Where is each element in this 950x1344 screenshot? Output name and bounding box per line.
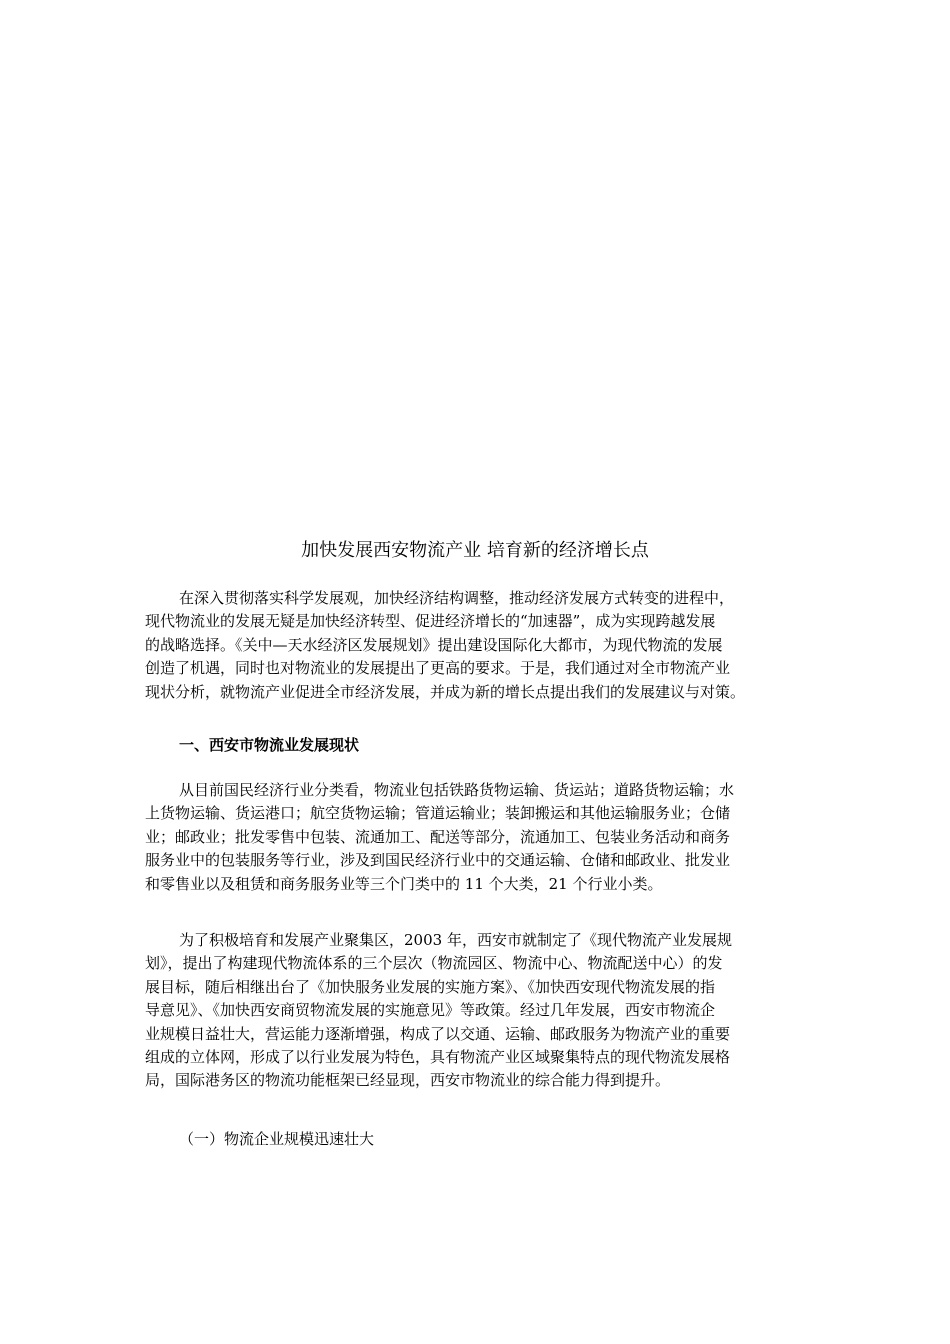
paragraph-line: 业规模日益壮大，营运能力逐渐增强，构成了以交通、运输、邮政服务为物流产业的重要 [145, 1024, 731, 1043]
document-title: 加快发展西安物流产业 培育新的经济增长点 [301, 540, 649, 561]
paragraph-line: 和零售业以及租赁和商务服务业等三个门类中的 11 个大类，21 个行业小类。 [145, 874, 663, 893]
paragraph-line: 展目标，随后相继出台了《加快服务业发展的实施方案》、《加快西安现代物流发展的指 [145, 977, 716, 996]
paragraph-line: 服务业中的包装服务等行业，涉及到国民经济行业中的交通运输、仓储和邮政业、批发业 [145, 851, 731, 870]
section-heading-1: 一、西安市物流业发展现状 [179, 736, 360, 754]
paragraph-line: 组成的立体网，形成了以行业发展为特色，具有物流产业区域聚集特点的现代物流发展格 [145, 1048, 731, 1067]
paragraph-line: 业；邮政业；批发零售中包装、流通加工、配送等部分，流通加工、包装业务活动和商务 [145, 827, 731, 846]
intro-line: 的战略选择。《关中—天水经济区发展规划》提出建设国际化大都市，为现代物流的发展 [145, 635, 723, 654]
paragraph-line: 划》，提出了构建现代物流体系的三个层次（物流园区、物流中心、物流配送中心）的发 [145, 954, 723, 973]
paragraph-line: 上货物运输、货运港口；航空货物运输；管道运输业；装卸搬运和其他运输服务业；仓储 [145, 804, 731, 823]
paragraph-line: 导意见》、《加快西安商贸物流发展的实施意见》等政策。经过几年发展，西安市物流企 [145, 1001, 716, 1020]
intro-paragraph [145, 587, 810, 704]
subsection-heading-1: （一）物流企业规模迅速壮大 [179, 1130, 375, 1148]
section1-paragraph-1 [145, 779, 810, 896]
intro-line: 在深入贯彻落实科学发展观，加快经济结构调整，推动经济发展方式转变的进程中， [179, 589, 735, 607]
intro-line: 现代物流业的发展无疑是加快经济转型、促进经济增长的“加速器”，成为实现跨越发展 [145, 612, 716, 631]
paragraph-line: 从目前国民经济行业分类看，物流业包括铁路货物运输、货运站；道路货物运输；水 [179, 781, 735, 799]
paragraph-line: 为了积极培育和发展产业聚集区，2003 年，西安市就制定了《现代物流产业发展规 [179, 931, 732, 949]
section1-paragraph-2 [145, 929, 810, 1093]
paragraph-line: 局，国际港务区的物流功能框架已经显现，西安市物流业的综合能力得到提升。 [145, 1071, 671, 1090]
intro-line: 现状分析，就物流产业促进全市经济发展，并成为新的增长点提出我们的发展建议与对策。 [145, 682, 746, 701]
intro-line: 创造了机遇，同时也对物流业的发展提出了更高的要求。于是，我们通过对全市物流产业 [145, 659, 731, 678]
